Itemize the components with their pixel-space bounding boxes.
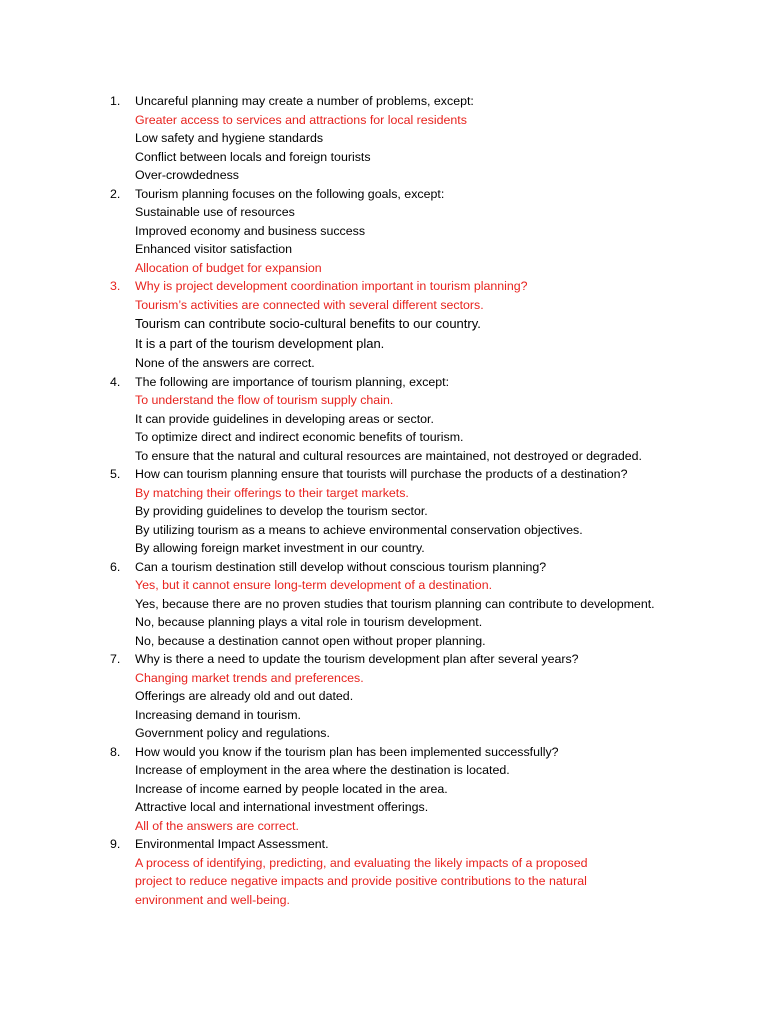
answer-option: By allowing foreign market investment in our country. bbox=[135, 541, 425, 555]
answer-option: Low safety and hygiene standards bbox=[135, 131, 324, 145]
answer-option: Increasing demand in tourism. bbox=[135, 707, 301, 722]
question-number: 4. bbox=[110, 374, 121, 389]
question-number: 7. bbox=[110, 652, 121, 666]
answer-correct: Yes, but it cannot ensure long-term development of a destination. bbox=[135, 578, 493, 592]
answer-option: Improved economy and business success bbox=[135, 223, 366, 238]
answer-option: Tourism can contribute socio-cultural benefits to our country. bbox=[135, 316, 481, 331]
question-line bbox=[0, 465, 768, 484]
answer-correct: By matching their offerings to their target markets. bbox=[135, 485, 409, 500]
answer-option: Offerings are already old and out dated. bbox=[135, 689, 354, 703]
question-7 bbox=[0, 650, 768, 743]
answer-correct-line: environment and well-being. bbox=[135, 892, 290, 907]
answer-option: None of the answers are correct. bbox=[135, 356, 315, 370]
answer-correct-line: A process of identifying, predicting, and evaluating the likely impacts of a proposed bbox=[135, 855, 588, 870]
question-2 bbox=[0, 185, 768, 278]
question-text: The following are importance of tourism planning, except: bbox=[135, 374, 450, 389]
question-number: 1. bbox=[110, 94, 121, 108]
question-line bbox=[0, 185, 768, 204]
answer-correct: Allocation of budget for expansion bbox=[135, 260, 322, 275]
question-5 bbox=[0, 465, 768, 558]
question-1 bbox=[0, 92, 768, 185]
answer-option: By utilizing tourism as a means to achieve environmental conservation objectives. bbox=[135, 522, 583, 537]
answer-correct: Changing market trends and preferences. bbox=[135, 670, 364, 685]
question-line bbox=[0, 558, 768, 577]
question-text: How can tourism planning ensure that tourists will purchase the products of a destination? bbox=[135, 467, 628, 481]
answer-option: Enhanced visitor satisfaction bbox=[135, 242, 293, 256]
answer-correct: Tourism’s activities are connected with several different sectors. bbox=[135, 297, 484, 312]
question-3 bbox=[0, 277, 768, 373]
answer-option: Conflict between locals and foreign tourists bbox=[135, 149, 371, 164]
answer-option: Over-crowdedness bbox=[135, 168, 239, 182]
answer-option: Yes, because there are no proven studies that tourism planning can contribute to development. bbox=[135, 596, 655, 611]
question-text: Why is project development coordination important in tourism planning? bbox=[135, 279, 528, 293]
question-number: 6. bbox=[110, 559, 121, 574]
question-text: Uncareful planning may create a number of problems, except: bbox=[135, 94, 474, 108]
answer-option: Attractive local and international investment offerings. bbox=[135, 800, 429, 814]
question-text: Can a tourism destination still develop without conscious tourism planning? bbox=[135, 559, 547, 574]
question-text: Why is there a need to update the tourism development plan after several years? bbox=[135, 652, 579, 666]
question-line bbox=[0, 743, 768, 762]
answer-correct: Greater access to services and attractions for local residents bbox=[135, 112, 467, 127]
question-line bbox=[0, 277, 768, 296]
question-text: How would you know if the tourism plan has been implemented successfully? bbox=[135, 744, 559, 759]
question-line bbox=[0, 835, 768, 854]
answer-correct: All of the answers are correct. bbox=[135, 818, 299, 833]
question-text: Tourism planning focuses on the following goals, except: bbox=[135, 186, 445, 201]
answer-option: No, because planning plays a vital role in tourism development. bbox=[135, 615, 483, 629]
question-6 bbox=[0, 558, 768, 651]
answer-option: By providing guidelines to develop the tourism sector. bbox=[135, 504, 428, 518]
answer-option: Sustainable use of resources bbox=[135, 205, 295, 219]
answer-option: Increase of employment in the area where the destination is located. bbox=[135, 763, 510, 777]
question-9 bbox=[0, 835, 768, 909]
question-text: Environmental Impact Assessment. bbox=[135, 837, 329, 851]
answer-option: It can provide guidelines in developing areas or sector. bbox=[135, 411, 434, 426]
question-line bbox=[0, 650, 768, 669]
answer-correct-line: project to reduce negative impacts and provide positive contributions to the natural bbox=[135, 874, 587, 888]
answer-option: To ensure that the natural and cultural resources are maintained, not destroyed or degraded. bbox=[135, 448, 642, 463]
question-number: 2. bbox=[110, 186, 121, 201]
question-line bbox=[0, 92, 768, 111]
answer-option: To optimize direct and indirect economic benefits of tourism. bbox=[135, 430, 464, 444]
question-number: 3. bbox=[110, 279, 121, 293]
answer-correct: To understand the flow of tourism supply chain. bbox=[135, 393, 394, 407]
question-4 bbox=[0, 373, 768, 466]
question-number: 8. bbox=[110, 744, 121, 759]
quiz-document bbox=[0, 92, 768, 909]
question-number: 9. bbox=[110, 837, 121, 851]
answer-option: Increase of income earned by people located in the area. bbox=[135, 781, 448, 796]
question-line bbox=[0, 373, 768, 392]
question-number: 5. bbox=[110, 467, 121, 481]
answer-option: It is a part of the tourism development plan. bbox=[135, 336, 385, 351]
answer-option: No, because a destination cannot open without proper planning. bbox=[135, 633, 486, 648]
question-8 bbox=[0, 743, 768, 836]
answer-option: Government policy and regulations. bbox=[135, 726, 330, 740]
